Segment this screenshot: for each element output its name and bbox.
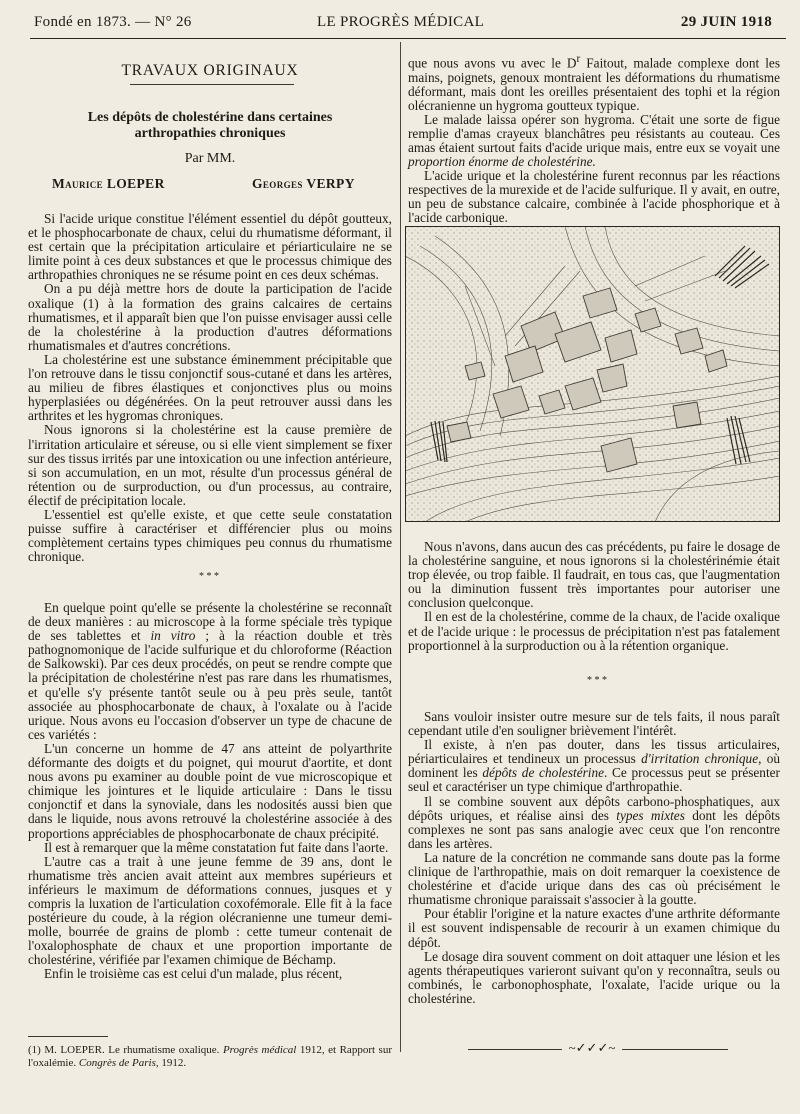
- text-run-italic: types mixtes: [616, 807, 685, 823]
- paragraph: La cholestérine est une substance éminemment précipitable que l'on retrouve dans le tissu conjonctif sous-cutané et dans les artères, au milieu de fibres élastiques et conjonctives plus ou moins hyperplasiées ou dégénérées. On la peut retrouver aussi dans les arthrites et les hygromas chroniques.: [28, 351, 392, 424]
- micrograph-figure: [405, 226, 780, 522]
- left-column-part-a: [28, 212, 392, 564]
- footnote-congress: Congrès de Paris,: [78, 1057, 159, 1069]
- text-run-italic: d'irritation chronique: [641, 751, 759, 767]
- paragraph: Sans vouloir insister outre mesure sur de tels faits, il nous paraît cependant utile d'en souligner brièvement l'intérêt.: [408, 709, 780, 739]
- right-column-part-a: [408, 52, 780, 226]
- paragraph: Le dosage dira souvent comment on doit attaquer une lésion et les agents thérapeutiques varieront suivant qu'on y reconnaîtra, seuls ou combinés, le carbonophosphate, l'oxalate, l'acide urique ou la cholestérine.: [408, 948, 780, 1006]
- right-column-part-b: [408, 540, 780, 653]
- asterism: * * *: [199, 571, 219, 582]
- header-rule: [30, 38, 786, 39]
- paragraph: Enfin le troisième cas est celui d'un malade, plus récent,: [44, 966, 343, 982]
- paragraph: Nous ignorons si la cholestérine est la cause première de l'irritation articulaire et séreuse, ou si elle vient simplement se fixer sur des tissus irrités par une intoxication ou une infection antérieure, si son accumulation, en un mot, résulte d'un processus général de rétention ou de surproduction, ou d'un processus, au contraire, électif de précipitation locale.: [28, 422, 392, 508]
- paragraph: Il est à remarquer que la même constatation fut faite dans l'aorte.: [44, 839, 389, 855]
- paragraph: Si l'acide urique constitue l'élément essentiel du dépôt goutteux, et le phosphocarbonate de chaux, celui du rhumatisme déformant, il est certain que la précipitation articulaire et périarticulaire ne se limite point à ces deux substances et que le processus chimique des arthropathies chroniques ne se résume point en ces deux schémas.: [28, 211, 392, 283]
- footnote-text: 1912.: [158, 1057, 187, 1069]
- text-run: , où dominent les: [408, 751, 780, 781]
- micrograph-illustration: [405, 226, 780, 522]
- footnote-text: (1) M. LOEPER. Le rhumatisme oxalique.: [28, 1044, 223, 1056]
- asterism: * * *: [587, 675, 607, 686]
- text-run: ; à la réaction double et très pathognomonique de l'acide sulfurique et du chloroforme (Réaction de Salkowski). Par ces deux procédés, on peut se rendre compte que la précipitation de cholestérine n'est pas rare dans les rhumatismes, et qu'elle s'y présente tantôt seule ou à peu près seule, tantôt associée au phosphocarbonate de chaux, à l'oxalate ou à l'acide urique. Nous avons eu l'occasion d'observer un type de chacune de ces variétés :: [28, 628, 393, 742]
- section-title: TRAVAUX ORIGINAUX: [121, 62, 299, 79]
- article-title-line-1: Les dépôts de cholestérine dans certaines: [87, 110, 333, 125]
- paragraph: L'acide urique et la cholestérine furent reconnus par les réactions respectives de la murexide et de l'acide sulfurique. Il y avait, en outre, un peu de substance calcaire, combinée à l'acide phosphorique et à l'acide carbonique.: [408, 168, 780, 226]
- text-run-italic: proportion énorme de cholestérine.: [408, 154, 596, 170]
- text-run: En quelque point qu'elle se présente la cholestérine se reconnaît de deux manières : au microscope à la forme spéciale très typique de ses tablettes et: [28, 600, 392, 644]
- text-run: Il existe, à n'en pas douter, dans les tissus articulaires, périarticulaires et tendineux un processus: [408, 737, 780, 767]
- text-run: Il se combine souvent aux dépôts carbono-phosphatiques, aux dépôts uriques, et réalise ainsi des: [408, 793, 780, 823]
- paragraph: [408, 738, 780, 794]
- paragraph: L'un concerne un homme de 47 ans atteint de polyarthrite déformante des doigts et du poignet, qui mourut d'aortite, et dont nous avons pu examiner au double point de vue microscopique et chimique les jointures et le liquide articulaire : Dans le tissu conjonctif et dans la synoviale, dans les nodosités aussi bien que dans le liquide, nous avons retrouvé la cholestérine associée à des proportions appréciables de phosphocarbonate de chaux précipité.: [28, 740, 392, 841]
- paragraph: L'essentiel est qu'elle existe, et que cette seule constatation puisse suffire à caractériser et différencier plus ou moins complètement certains types chimiques peu connus du rhumatisme chronique.: [28, 506, 392, 565]
- paragraph: La nature de la concrétion ne commande sans doute pas la forme clinique de l'arthropathie, mais on doit remarquer la coexistence de cholestérine et d'acide urique dans des cas où précisément le rhumatisme chronique paraissait s'associer à la goutte.: [408, 849, 780, 908]
- text-run: Faitout, malade complexe dont les mains, poignets, genoux montraient les déformations du rhumatisme déformant, mais dont les oreilles présentaient des tophi et la région olécranienne un hygroma goutteux typique.: [408, 55, 780, 113]
- footnote-rule: [28, 1036, 108, 1037]
- end-ornament: ~✓✓✓~: [562, 1040, 622, 1056]
- author-loeper: Maurice LOEPER: [52, 176, 165, 191]
- text-run: dont les dépôts complexes ne sont pas sans analogie avec ceux que l'on rencontre dans les artères.: [408, 807, 780, 851]
- footnote: [28, 1044, 392, 1070]
- paragraph: Nous n'avons, dans aucun des cas précédents, pu faire le dosage de la cholestérine sanguine, et nous ignorons si la cholestérinémie était trop élevée, ou trop faible. Il faudrait, en tous cas, que l'augmentation ou la diminution fussent très importantes pour autoriser une conclusion quelconque.: [408, 539, 780, 611]
- header-founded: Fondé en 1873. — N° 26: [34, 14, 192, 30]
- section-rule: [130, 84, 294, 85]
- footnote-journal: Progrès médical: [222, 1044, 297, 1056]
- text-run: que nous avons vu avec le D: [408, 55, 577, 71]
- paragraph: Il en est de la cholestérine, comme de la chaux, de l'acide oxalique et de l'acide urique : le processus de précipitation n'est pas fatalement proportionnel à la surproduction ou à la rétention organique.: [408, 609, 780, 653]
- running-header: [34, 14, 782, 36]
- paragraph: On a pu déjà mettre hors de doute la participation de l'acide oxalique (1) à la formation des grains calcaires de certains rhumatismes, et il apparaît bien que l'on puisse envisager aussi celle de la cholestérine à la production d'autres déformations rhumatismales et d'autres concrétions.: [28, 281, 392, 353]
- journal-title: LE PROGRÈS MÉDICAL: [317, 14, 485, 30]
- text-run: . Ce processus peut se présenter seul et caractériser un type chimique d'arthropathie.: [408, 765, 780, 795]
- text-run-italic: in vitro: [150, 628, 196, 644]
- issue-date: 29 JUIN 1918: [680, 14, 772, 30]
- paragraph: [408, 113, 780, 169]
- article-title: [40, 110, 380, 142]
- footnote-text: 1912, et Rapport sur l'oxalémie.: [28, 1044, 392, 1069]
- author-verpy: Georges VERPY: [252, 176, 355, 191]
- paragraph: L'autre cas a trait à une jeune femme de 39 ans, dont le rhumatisme très ancien avait atteint aux membres supérieurs et inférieurs le maximum de déformations connues, jusques et y compris la luxation de l'articulation coxofémorale. Elle fit à la face postérieure du coude, à la région olécranienne une tumeur demi-molle, bourrée de grains de plomb : cette tumeur contenait de l'oxalophosphate de chaux et une proportion importante de cholestérine, vérifiée par l'examen chimique de Béchamp.: [28, 853, 392, 968]
- left-column-part-b: [28, 601, 392, 982]
- paragraph: Pour établir l'origine et la nature exactes d'une arthrite déformante il est souvent indispensable de recourir à un examen chimique du dépôt.: [408, 906, 780, 950]
- article-title-line-2: arthropathies chroniques: [134, 126, 286, 141]
- text-run: Le malade laissa opérer son hygroma. C'était une sorte de figue remplie d'amas crayeux blanchâtres peu résistants au couteau. Ces amas étaient surtout faits d'acide urique mais, entre eux se voyait une: [408, 111, 780, 155]
- byline: Par MM.: [184, 151, 236, 166]
- paragraph: [408, 795, 780, 851]
- text-run-italic: dépôts de cholestérine: [482, 765, 605, 781]
- paragraph: [408, 52, 780, 113]
- text-run-sup: r: [576, 53, 581, 65]
- paragraph: [28, 601, 392, 742]
- column-divider: [400, 42, 401, 1052]
- right-column-part-c: [408, 710, 780, 1006]
